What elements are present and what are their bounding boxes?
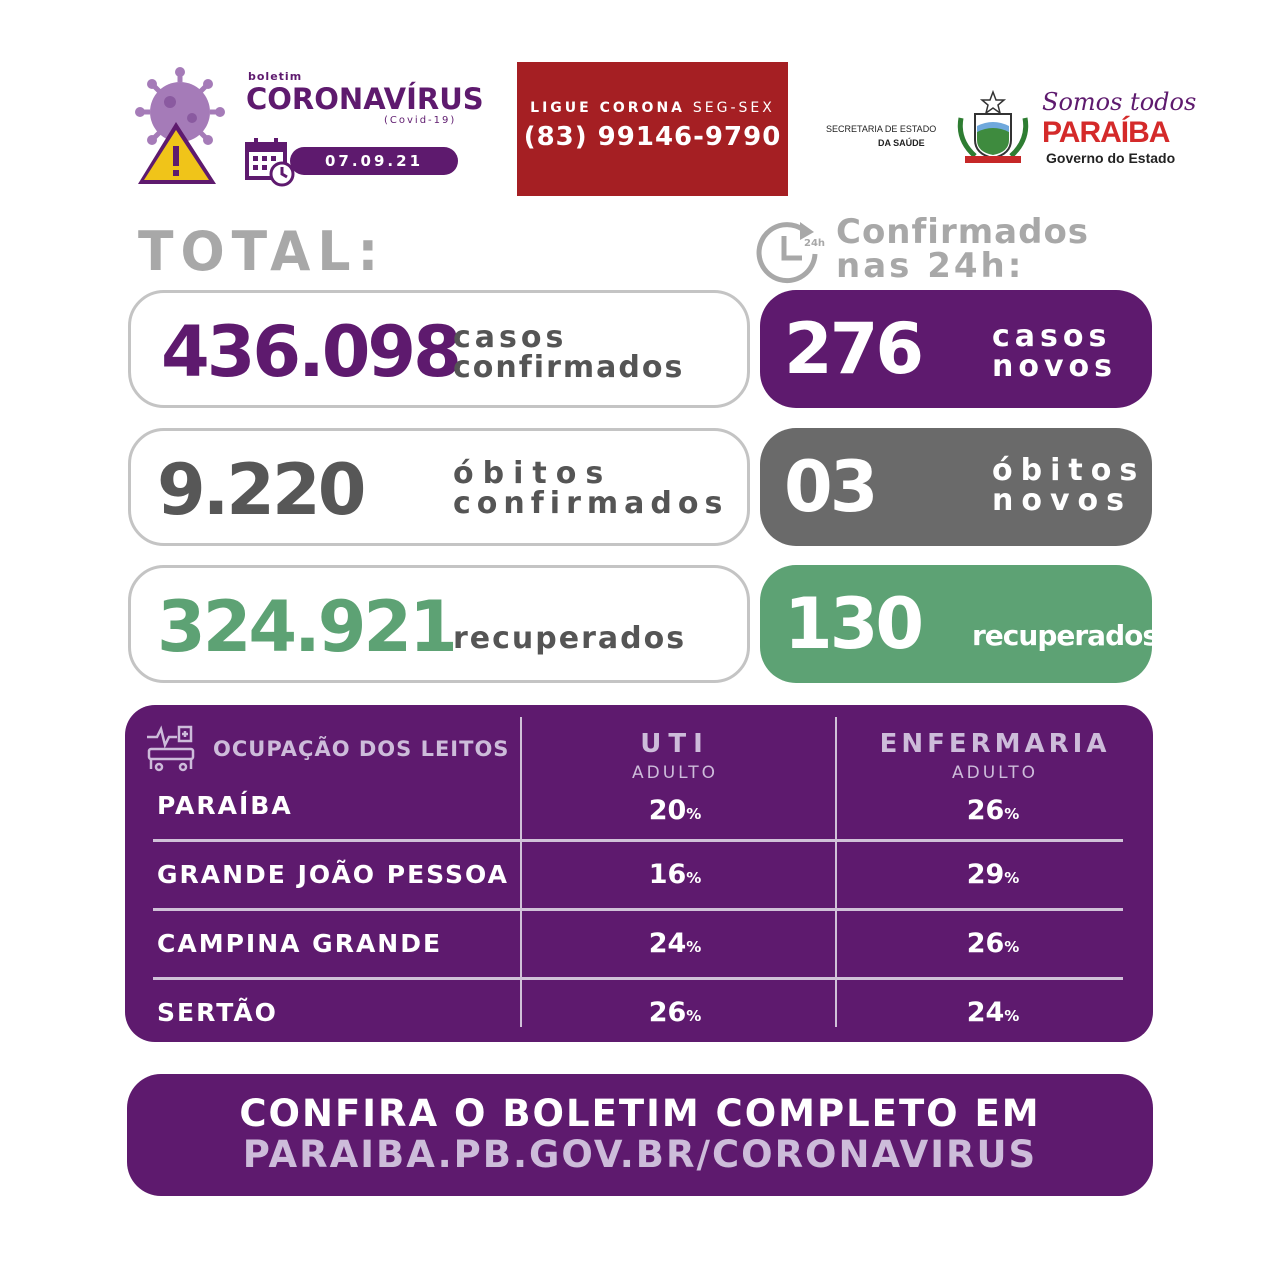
total-deaths-label-2: confirmados (453, 486, 729, 521)
total-cases-label-1: casos (453, 320, 568, 355)
hotline-number: (83) 99146-9790 (523, 122, 782, 152)
new-cases-label (992, 319, 1117, 384)
pct-value: 26 (966, 928, 1005, 959)
somos-todos-text: Somos todos (1042, 88, 1197, 116)
pct-symbol: % (686, 805, 702, 823)
secretaria-line-2: DA SAÚDE (878, 138, 925, 148)
pct-symbol: % (686, 1007, 702, 1025)
total-cases-label (453, 320, 685, 385)
row-enf-pct (923, 928, 1063, 959)
clock-badge: 24h (804, 238, 826, 249)
row-enf-pct (923, 795, 1063, 826)
row-uti-pct (605, 859, 745, 890)
total-heading: TOTAL: (138, 220, 386, 284)
cta-url[interactable]: PARAIBA.PB.GOV.BR/CORONAVIRUS (242, 1133, 1038, 1176)
row-enf-pct (923, 859, 1063, 890)
pct-symbol: % (686, 938, 702, 956)
bulletin-subtitle: (Covid-19) (384, 115, 457, 126)
bulletin-title: CORONAVÍRUS (246, 82, 484, 116)
secretaria-line-1: SECRETARIA DE ESTADO (826, 124, 937, 134)
bed-occupancy-title: OCUPAÇÃO DOS LEITOS (213, 737, 510, 761)
row-region: GRANDE JOÃO PESSOA (157, 860, 509, 889)
pct-symbol: % (686, 869, 702, 887)
coronavirus-warning-icon (130, 66, 226, 190)
new-deaths-label-2: novos (992, 483, 1132, 518)
new-deaths-label-1: óbitos (992, 453, 1146, 488)
new-recovered-label: recuperados (972, 619, 1159, 652)
total-recovered-label: recuperados (453, 621, 687, 656)
col-enf-sub: ADULTO (951, 763, 1039, 783)
pct-symbol: % (1004, 805, 1020, 823)
new-cases-card (760, 290, 1152, 408)
total-deaths-value: 9.220 (157, 449, 364, 531)
governo-estado-text: Governo do Estado (1046, 150, 1176, 166)
new-cases-label-1: casos (992, 319, 1112, 354)
pct-value: 24 (966, 997, 1005, 1028)
cta-banner (127, 1074, 1153, 1196)
boletim-label: boletim (248, 70, 303, 83)
new-deaths-label (992, 453, 1146, 518)
total-cases-label-2: confirmados (453, 350, 685, 385)
hospital-bed-icon (145, 725, 199, 771)
last24h-heading (836, 212, 1090, 286)
last24h-heading-line-1: Confirmados (836, 212, 1090, 252)
col-uti-header: UTI (640, 729, 710, 759)
bulletin-date: 07.09.21 (290, 147, 458, 175)
pct-value: 26 (648, 997, 687, 1028)
row-uti-pct (605, 997, 745, 1028)
new-deaths-card (760, 428, 1152, 546)
pct-value: 29 (966, 859, 1005, 890)
column-divider (520, 717, 522, 1027)
total-cases-value: 436.098 (161, 311, 459, 393)
row-divider (153, 839, 1123, 842)
total-recovered-value: 324.921 (157, 586, 455, 668)
col-enf-header: ENFERMARIA (879, 729, 1111, 759)
row-enf-pct (923, 997, 1063, 1028)
hotline-label-bold: LIGUE CORONA (530, 100, 685, 116)
pct-symbol: % (1004, 869, 1020, 887)
pct-symbol: % (1004, 1007, 1020, 1025)
pct-value: 26 (966, 795, 1005, 826)
total-deaths-card (128, 428, 750, 546)
last24h-heading-line-2: nas 24h: (836, 246, 1025, 286)
column-divider (835, 717, 837, 1027)
calendar-icon (245, 138, 295, 186)
pct-value: 20 (648, 795, 687, 826)
total-deaths-label-1: óbitos (453, 456, 613, 491)
cta-line-1: CONFIRA O BOLETIM COMPLETO EM (239, 1092, 1041, 1135)
pct-value: 24 (648, 928, 687, 959)
row-uti-pct (605, 928, 745, 959)
hotline-label-days: SEG-SEX (692, 100, 775, 116)
total-cases-card (128, 290, 750, 408)
hotline-banner (517, 62, 788, 196)
row-uti-pct (605, 795, 745, 826)
new-recovered-value: 130 (784, 583, 922, 665)
row-region: CAMPINA GRANDE (157, 929, 443, 958)
row-divider (153, 977, 1123, 980)
row-region: PARAÍBA (157, 791, 293, 820)
paraiba-logo-text: PARAÍBA (1042, 116, 1170, 149)
new-deaths-value: 03 (784, 446, 876, 528)
new-cases-value: 276 (784, 308, 922, 390)
row-divider (153, 908, 1123, 911)
total-recovered-card (128, 565, 750, 683)
pct-symbol: % (1004, 938, 1020, 956)
clock-24h-icon (754, 218, 826, 284)
new-cases-label-2: novos (992, 349, 1117, 384)
bed-occupancy-table (125, 705, 1153, 1042)
col-uti-sub: ADULTO (631, 763, 719, 783)
total-deaths-label (453, 456, 729, 521)
state-crest-icon (955, 92, 1031, 166)
pct-value: 16 (648, 859, 687, 890)
hotline-label (517, 100, 788, 116)
row-region: SERTÃO (157, 998, 278, 1027)
new-recovered-card (760, 565, 1159, 683)
